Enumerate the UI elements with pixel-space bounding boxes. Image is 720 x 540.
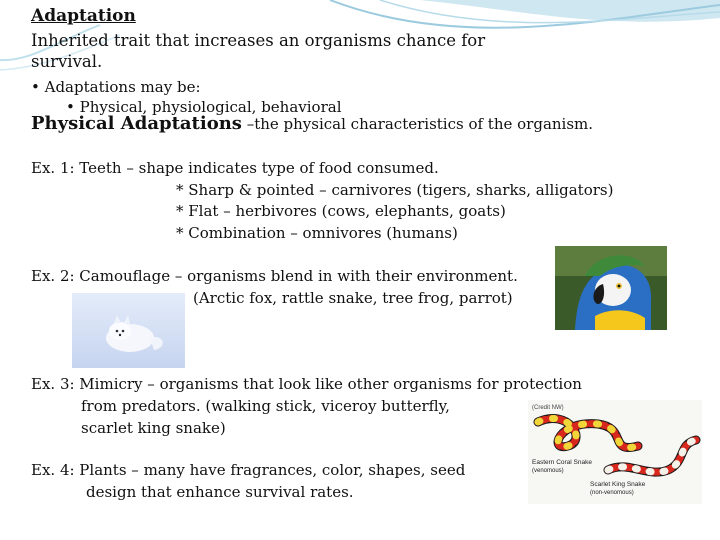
bullet-adaptations: • Adaptations may be: [31, 78, 201, 96]
ex1-item-herbivores: * Flat – herbivores (cows, elephants, goats) [176, 202, 506, 220]
bullet-types: • Physical, physiological, behavioral [66, 98, 342, 116]
arctic-fox-image [72, 293, 185, 368]
ex3-line1: Ex. 3: Mimicry – organisms that look like other organisms for protection [31, 375, 582, 393]
definition-text: Inherited trait that increases an organisms chance for survival. [31, 31, 486, 71]
ex3-line3: scarlet king snake) [81, 419, 226, 437]
ex1-item-carnivores: * Sharp & pointed – carnivores (tigers, sharks, alligators) [176, 181, 614, 199]
ex4-line1: Ex. 4: Plants – many have fragrances, color, shapes, seed [31, 461, 466, 479]
king-snake-note: (non-venomous) [590, 490, 634, 496]
physical-adaptations-line: Physical Adaptations –the physical characteristics of the organism. [31, 113, 594, 134]
ex3-line2: from predators. (walking stick, viceroy butterfly, [81, 397, 450, 415]
ex1-heading: Ex. 1: Teeth – shape indicates type of food consumed. [31, 159, 439, 177]
snakes-image [528, 400, 702, 504]
king-snake-label: Scarlet King Snake [590, 481, 646, 488]
ex4-line2: design that enhance survival rates. [86, 483, 354, 501]
ex2-detail: (Arctic fox, rattle snake, tree frog, parrot) [193, 289, 513, 307]
snake-top-caption: (Credit NW) [532, 405, 564, 411]
coral-snake-note: (venomous) [532, 468, 564, 474]
parrot-image [555, 246, 667, 330]
physical-heading: Physical Adaptations [31, 113, 242, 134]
slide-title: Adaptation [31, 6, 136, 26]
ex2-heading: Ex. 2: Camouflage – organisms blend in with their environment. [31, 267, 518, 285]
ex1-item-omnivores: * Combination – omnivores (humans) [176, 224, 458, 242]
coral-snake-label: Eastern Coral Snake [532, 459, 592, 466]
